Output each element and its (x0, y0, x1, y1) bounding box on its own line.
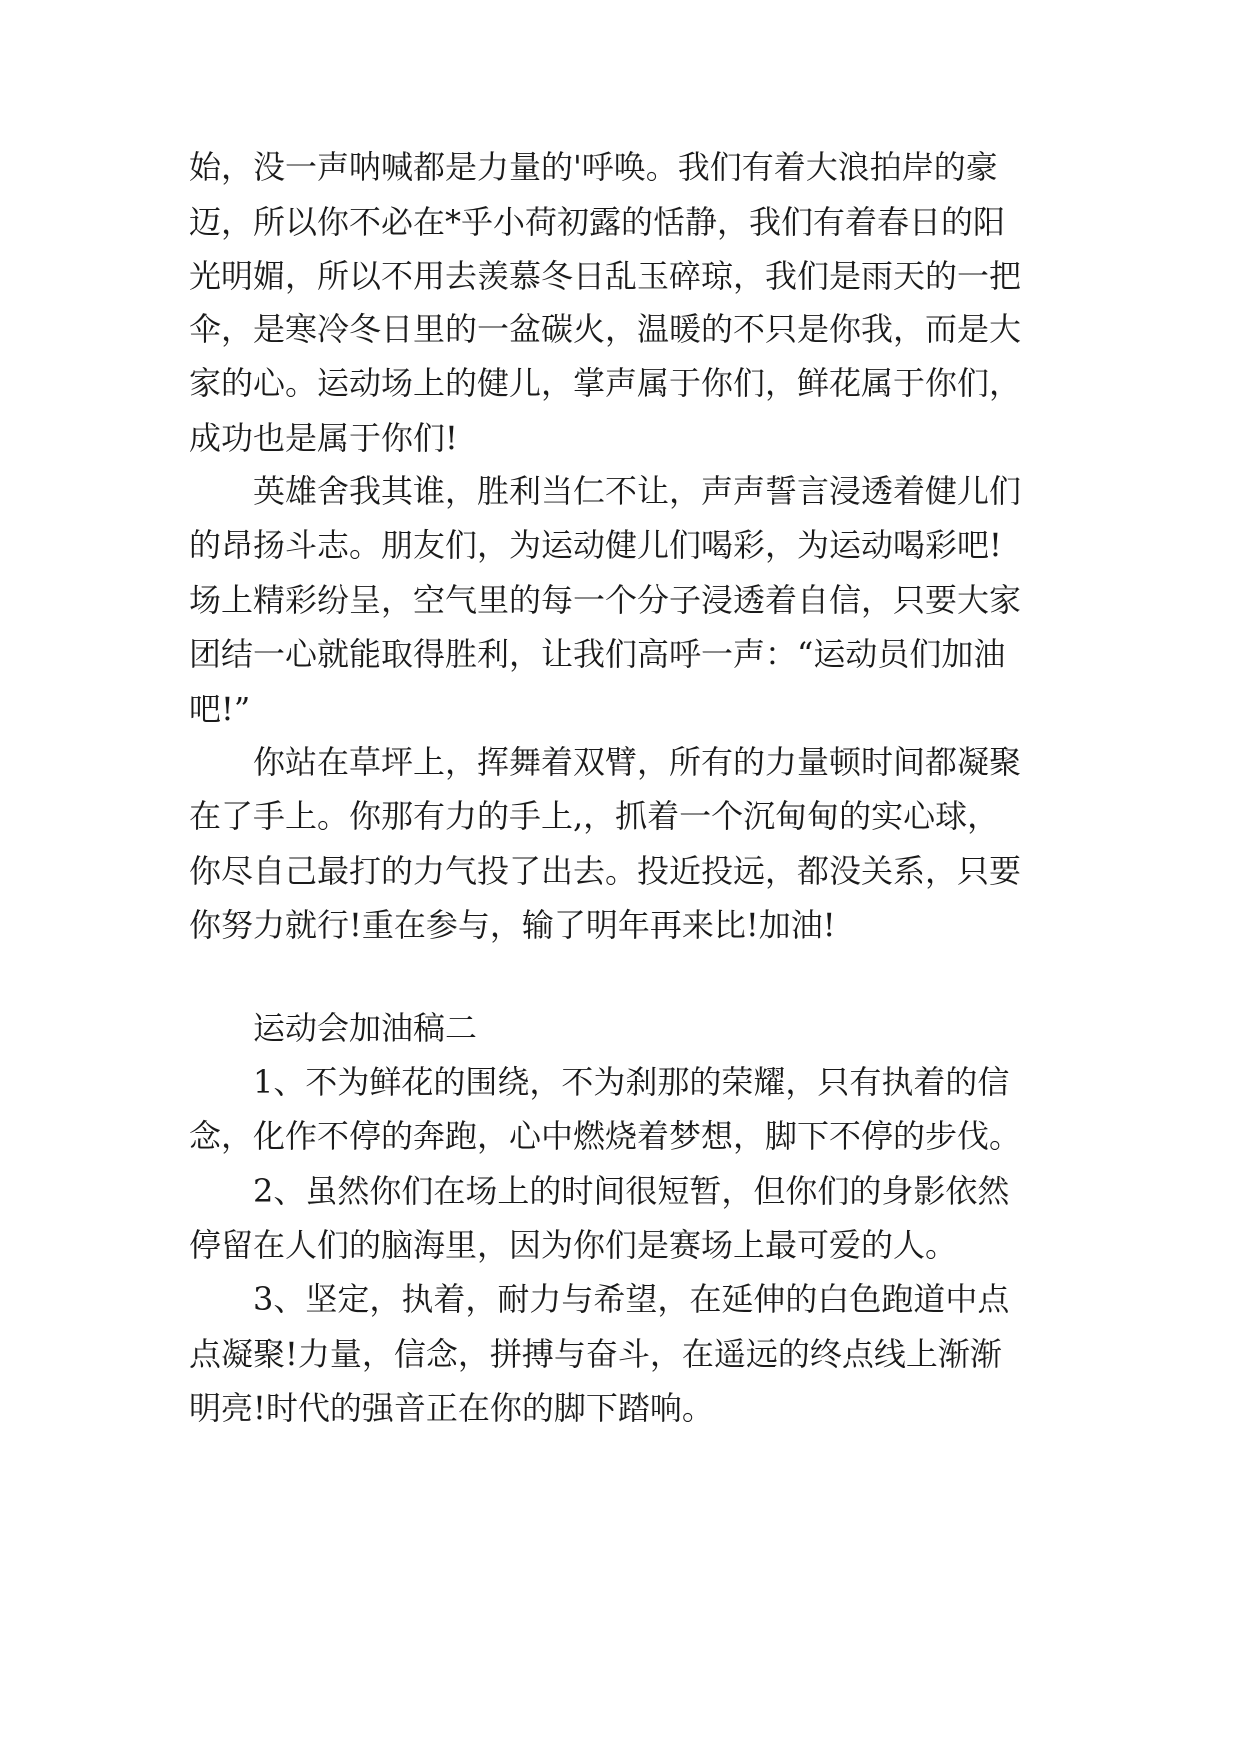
paragraph-line: 在了手上。你那有力的手上,，抓着一个沉甸甸的实心球， (189, 797, 1000, 835)
paragraph-line: 迈，所以你不必在*乎小荷初露的恬静，我们有着春日的阳 (189, 203, 1006, 241)
paragraph-line: 你尽自己最打的力气投了出去。投近投远，都没关系，只要 (189, 852, 1022, 890)
list-item-line: 点凝聚!力量，信念，拼搏与奋斗，在遥远的终点线上渐渐 (189, 1335, 1002, 1373)
paragraph-line: 光明媚，所以不用去羡慕冬日乱玉碎琼，我们是雨天的一把 (189, 257, 1022, 295)
paragraph-line: 你努力就行!重在参与，输了明年再来比!加油! (189, 906, 836, 944)
paragraph-line: 的昂扬斗志。朋友们，为运动健儿们喝彩，为运动喝彩吧! (189, 526, 1002, 564)
paragraph-line: 团结一心就能取得胜利，让我们高呼一声：“运动员们加油 (189, 635, 1006, 673)
section-heading: 运动会加油稿二 (253, 1009, 478, 1047)
paragraph-line: 你站在草坪上，挥舞着双臂，所有的力量顿时间都凝聚 (253, 743, 1022, 781)
list-item-line: 明亮!时代的强音正在你的脚下踏响。 (189, 1389, 714, 1427)
paragraph-line: 伞，是寒冷冬日里的一盆碳火，温暖的不只是你我，而是大 (189, 310, 1022, 348)
list-item-line: 2、虽然你们在场上的时间很短暂，但你们的身影依然 (253, 1172, 1010, 1210)
list-item-line: 停留在人们的脑海里，因为你们是赛场上最可爱的人。 (189, 1226, 958, 1264)
list-item-line: 1、不为鲜花的围绕，不为刹那的荣耀，只有执着的信 (253, 1063, 1010, 1101)
paragraph-line: 始，没一声呐喊都是力量的'呼唤。我们有着大浪拍岸的豪 (189, 148, 998, 186)
paragraph-line: 英雄舍我其谁，胜利当仁不让，声声誓言浸透着健儿们 (253, 472, 1022, 510)
list-item-line: 3、坚定，执着，耐力与希望，在延伸的白色跑道中点 (253, 1280, 1010, 1318)
list-item-line: 念，化作不停的奔跑，心中燃烧着梦想，脚下不停的步伐。 (189, 1117, 1022, 1155)
paragraph-line: 吧!” (189, 690, 251, 728)
paragraph-line: 场上精彩纷呈，空气里的每一个分子浸透着自信，只要大家 (189, 581, 1022, 619)
paragraph-line: 家的心。运动场上的健儿，掌声属于你们，鲜花属于你们， (189, 364, 1022, 402)
paragraph-line: 成功也是属于你们! (189, 419, 458, 457)
